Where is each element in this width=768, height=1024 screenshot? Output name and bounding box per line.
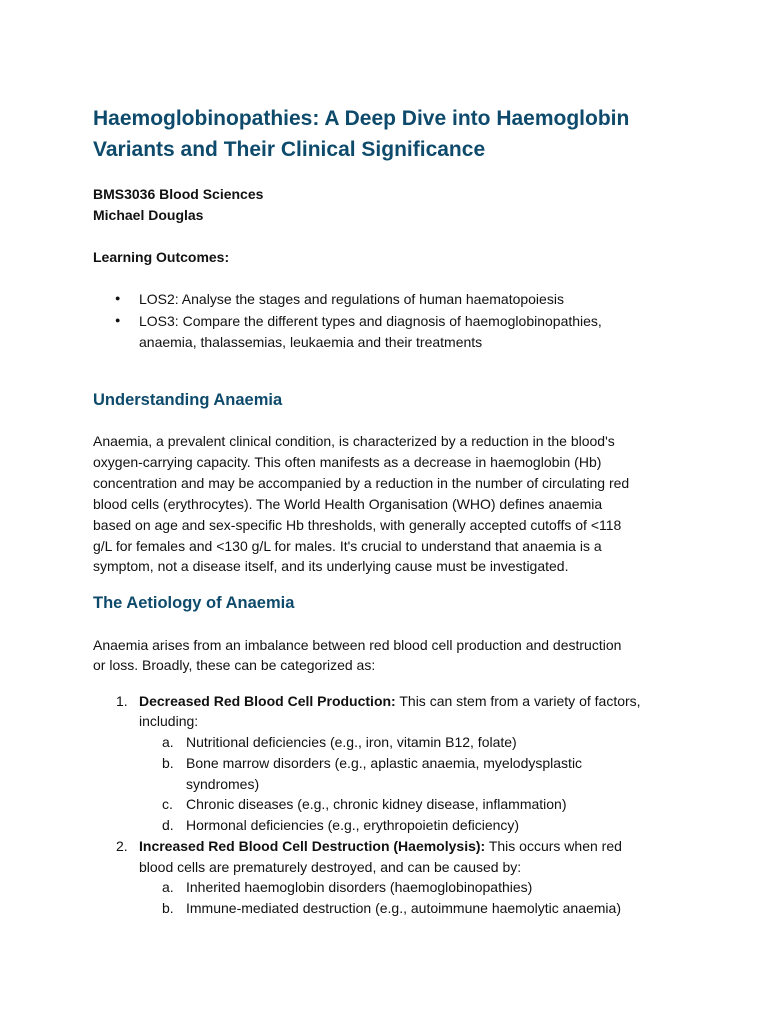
outcome-item-continuation: anaemia, thalassemias, leukaemia and their treatments xyxy=(139,334,483,350)
sublist-item: Hormonal deficiencies (e.g., erythropoietin deficiency) xyxy=(186,817,520,833)
sublist-letter: d. xyxy=(162,817,174,833)
list-number: 2. xyxy=(116,838,128,854)
sublist-item: Bone marrow disorders (e.g., aplastic anaemia, myelodysplastic xyxy=(186,755,583,771)
section-heading-aetiology: The Aetiology of Anaemia xyxy=(93,594,295,612)
paragraph-line: or loss. Broadly, these can be categorized as: xyxy=(93,657,376,673)
sublist-item: Nutritional deficiencies (e.g., iron, vitamin B12, folate) xyxy=(186,734,517,750)
paragraph-line: concentration and may be accompanied by a reduction in the number of circulating red xyxy=(93,475,630,491)
list-item-text: This can stem from a variety of factors, xyxy=(395,693,641,709)
sublist-letter: c. xyxy=(162,796,173,812)
paragraph-line: oxygen-carrying capacity. This often manifests as a decrease in haemoglobin (Hb) xyxy=(93,454,602,470)
paragraph-line: blood cells (erythrocytes). The World Health Organisation (WHO) defines anaemia xyxy=(93,496,603,512)
paragraph-line: Anaemia arises from an imbalance between red blood cell production and destruction xyxy=(93,637,622,653)
sublist-item: Inherited haemoglobin disorders (haemoglobinopathies) xyxy=(186,879,533,895)
bullet-icon: ● xyxy=(115,315,121,325)
list-item-text: This occurs when red xyxy=(485,838,622,854)
sublist-item: Chronic diseases (e.g., chronic kidney disease, inflammation) xyxy=(186,796,567,812)
list-number: 1. xyxy=(116,693,128,709)
document-title xyxy=(93,103,733,165)
outcome-item: LOS2: Analyse the stages and regulations of human haematopoiesis xyxy=(139,291,564,307)
paragraph-line: g/L for females and <130 g/L for males. It's crucial to understand that anaemia is a xyxy=(93,538,602,554)
list-item-continuation: including: xyxy=(139,713,199,729)
sublist-letter: a. xyxy=(162,734,174,750)
author-name: Michael Douglas xyxy=(93,207,204,223)
title-line: Variants and Their Clinical Significance xyxy=(93,138,486,161)
list-item xyxy=(139,836,622,857)
sublist-letter: b. xyxy=(162,755,174,771)
course-code: BMS3036 Blood Sciences xyxy=(93,186,264,202)
section-heading-understanding-anaemia: Understanding Anaemia xyxy=(93,391,283,409)
list-item xyxy=(139,691,641,712)
paragraph-line: symptom, not a disease itself, and its underlying cause must be investigated. xyxy=(93,558,569,574)
sublist-letter: b. xyxy=(162,900,174,916)
learning-outcomes-heading: Learning Outcomes: xyxy=(93,249,230,265)
paragraph-line: Anaemia, a prevalent clinical condition, is characterized by a reduction in the blood's xyxy=(93,433,615,449)
outcome-item: LOS3: Compare the different types and diagnosis of haemoglobinopathies, xyxy=(139,313,602,329)
sublist-letter: a. xyxy=(162,879,174,895)
list-item-continuation: blood cells are prematurely destroyed, and can be caused by: xyxy=(139,859,522,875)
list-item-lead: Increased Red Blood Cell Destruction (Haemolysis): xyxy=(139,838,486,854)
list-item-lead: Decreased Red Blood Cell Production: xyxy=(139,693,396,709)
sublist-item: Immune-mediated destruction (e.g., autoimmune haemolytic anaemia) xyxy=(186,900,621,916)
title-line: Haemoglobinopathies: A Deep Dive into Haemoglobin xyxy=(93,107,630,130)
sublist-item-continuation: syndromes) xyxy=(186,776,260,792)
bullet-icon: ● xyxy=(115,293,121,303)
paragraph-line: based on age and sex-specific Hb thresholds, with generally accepted cutoffs of <118 xyxy=(93,517,622,533)
